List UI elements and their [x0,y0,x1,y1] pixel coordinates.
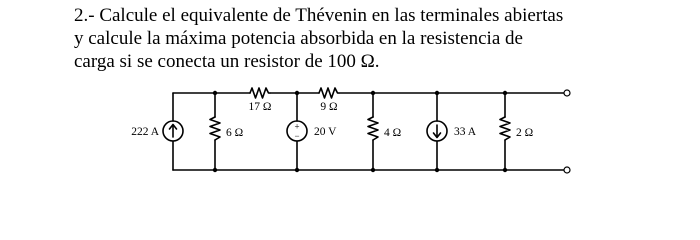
open-terminal-top [564,90,570,96]
plus-polarity-icon: + [294,121,300,132]
resistor-17-ohm [250,88,270,98]
open-terminal-bottom [564,167,570,173]
junction-dot [503,168,507,172]
resistor-2-ohm [500,117,510,140]
junction-dot [503,91,507,95]
resistor-9-ohm-label: 9 Ω [320,101,338,113]
voltage-source-20v-label: 20 V [314,126,337,138]
junction-dot [371,91,375,95]
resistor-17-ohm-label: 17 Ω [248,101,272,113]
resistor-6-ohm [210,117,220,140]
junction-dot [295,168,299,172]
problem-line-3: carga si se conecta un resistor de 100 Ω. [74,51,380,72]
junction-dot [371,168,375,172]
resistor-4-ohm [368,117,378,140]
junction-dot [435,168,439,172]
problem-line-1: 2.- Calcule el equivalente de Thévenin en las terminales abiertas [74,5,564,26]
resistor-6-ohm-label: 6 Ω [226,127,244,139]
current-source-222a-label: 222 A [131,126,159,138]
junction-dot [213,168,217,172]
minus-polarity-icon: − [294,131,300,141]
current-source-33a-label: 33 A [454,126,477,138]
resistor-9-ohm [319,88,339,98]
problem-line-2: y calcule la máxima potencia absorbida en la resistencia de [74,28,523,49]
resistor-2-ohm-label: 2 Ω [516,127,534,139]
junction-dot [295,91,299,95]
resistor-4-ohm-label: 4 Ω [384,127,402,139]
junction-dot [213,91,217,95]
junction-dot [435,91,439,95]
